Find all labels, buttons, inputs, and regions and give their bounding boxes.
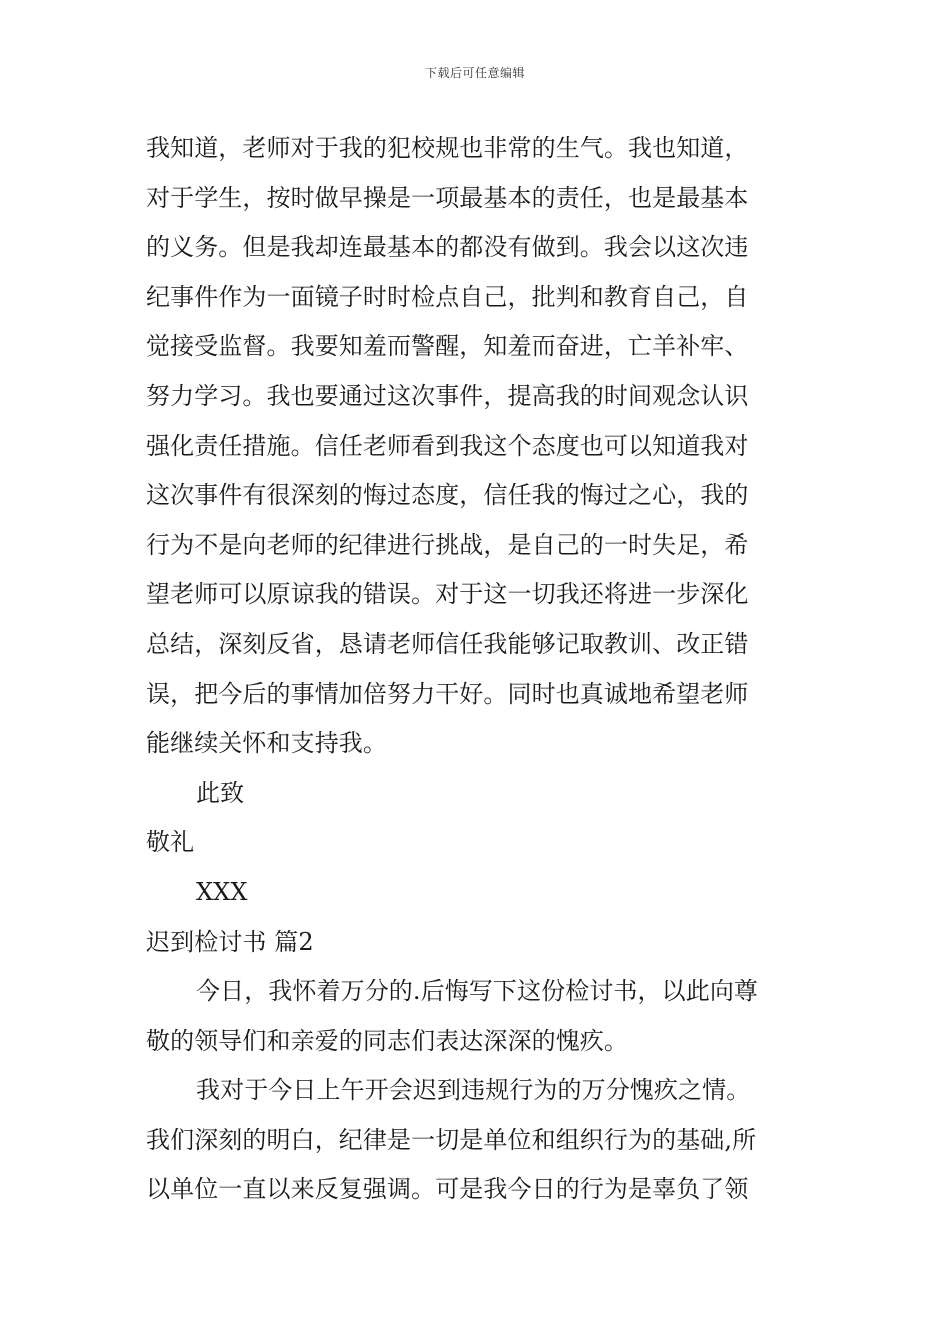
text-line: 的义务。但是我却连最基本的都没有做到。我会以这次违 [146, 233, 749, 262]
text-line: 这次事件有很深刻的悔过态度，信任我的悔过之心，我的 [146, 481, 749, 510]
signature-line: XXX [196, 877, 248, 906]
text-line: 总结，深刻反省，恳请老师信任我能够记取教训、改正错 [146, 629, 749, 658]
text-line: 纪事件作为一面镜子时时检点自己，批判和教育自己，自 [146, 282, 749, 311]
text-line: 敬的领导们和亲爱的同志们表达深深的愧疚。 [146, 1026, 628, 1055]
text-line: 觉接受监督。我要知羞而警醒，知羞而奋进，亡羊补牢、 [146, 332, 749, 361]
text-line: 误，把今后的事情加倍努力干好。同时也真诚地希望老师 [146, 679, 749, 708]
text-line: 我知道，老师对于我的犯校规也非常的生气。我也知道， [146, 134, 749, 162]
text-line: 以单位一直以来反复强调。可是我今日的行为是辜负了领 [146, 1175, 749, 1204]
text-line: 今日，我怀着万分的.后悔写下这份检讨书，以此向尊 [196, 977, 759, 1006]
text-line: 望老师可以原谅我的错误。对于这一切我还将进一步深化 [146, 580, 749, 609]
page-header-note: 下载后可任意编辑 [424, 66, 525, 80]
salutation-line: 此致 [196, 778, 245, 807]
text-line: 努力学习。我也要通过这次事件，提高我的时间观念认识 [146, 381, 749, 410]
document-body [146, 124, 811, 1215]
salutation-line: 敬礼 [146, 828, 195, 857]
text-line: 能继续关怀和支持我。 [146, 729, 387, 758]
text-line: 我们深刻的明白，纪律是一切是单位和组织行为的基础,所 [146, 1125, 757, 1154]
section-title: 迟到检讨书 篇2 [146, 927, 314, 956]
text-line: 对于学生，按时做早操是一项最基本的责任，也是最基本 [146, 183, 749, 212]
text-line: 行为不是向老师的纪律进行挑战，是自己的一时失足，希 [146, 530, 749, 559]
text-line: 强化责任措施。信任老师看到我这个态度也可以知道我对 [146, 431, 749, 460]
text-line: 我对于今日上午开会迟到违规行为的万分愧疚之情。 [196, 1076, 751, 1105]
